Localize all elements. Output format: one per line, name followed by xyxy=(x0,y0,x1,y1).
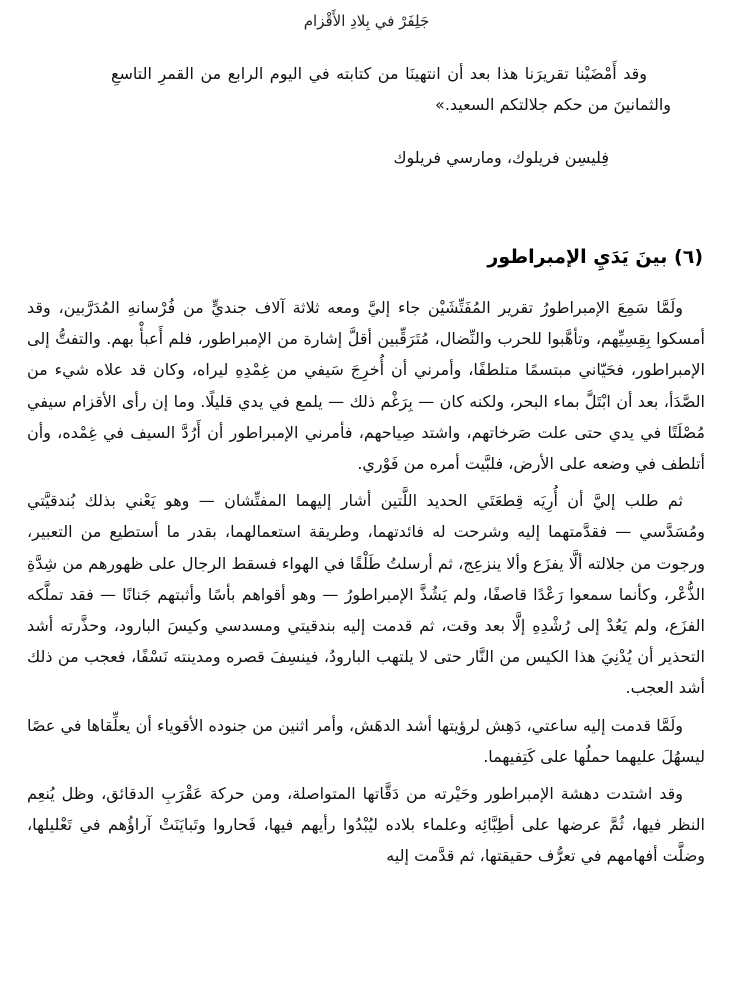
running-head: جَلِفَرْ في بِلادِ الأَقْزام xyxy=(303,12,430,30)
paragraph: ولَمَّا سَمِعَ الإمبراطورُ تقرير المُفَتِّشَيْن جاء إليَّ ومعه ثلاثة آلاف جنديٍّ من فُرْسانهِ المُدَرَّبين، وقد أمسكوا بِقِسِيِّهم، وتأهَّبوا للحرب والنِّضال، مُتَرَقِّبين أقلَّ إشارة من الإمبراطور، فلم أَعبأْ بهم. والتفتُّ إلى الإمبراطور، فحَيّاني مبتسمًا متلطفًا، وأمرني أن أُخرِجَ سَيفي من غِمْدِهِ ليراه، وكان قد علاه شيء من الصَّدَأ، بعد أن ابْتَلَّ بماء البحر، ولكنه كان — بِرَغْم ذلك — يلمع في يدي قليلًا. وما إن رأى الأقزام سيفي مُصْلَتًا في يدي حتى علت صَرخاتهم، واشتد صِياحهم، فأمرني الإمبراطور أن أَرُدَّ السيف في غِمْده، وأن أتلطف في وضعه على الأرض، فلبَّيت أمره من فَوْري. xyxy=(27,298,705,474)
chapter-title: (٦) بينَ يَدَيِ الإمبراطور xyxy=(487,246,703,268)
previous-section-text xyxy=(111,58,671,120)
paragraph: وقد اشتدت دهشة الإمبراطور وحَيْرته من دَقَّاتها المتواصلة، ومن حركة عَقْرَبِ الدقائق، وظل يُنعِم النظر فيها، ثُمَّ عرضها على أطِبَّائِه وعلماء بلاده ليُبْدُوا رأيهم فيها، فَحاروا وتَبايَنَتْ آراؤُهم في تَعْليلها، وضلَّت أفهامهم في تعرُّف حقيقتها، ثم قدَّمت إليه xyxy=(27,784,705,866)
paragraph: ولَمَّا قدمت إليه ساعتي، دَهِش لرؤيتها أشد الدهَش، وأمر اثنين من جنوده الأقوياء أن يعلِّقاها في عصًا ليسهُلَ عليهما حملُها على كَتِفيهما. xyxy=(27,715,705,766)
signature: فِليسِن فريلوك، ومارسي فريلوك xyxy=(393,148,609,167)
chapter-body xyxy=(27,292,705,878)
paragraph: ثم طلب إليَّ أن أُرِيَه قِطعَتَي الحديد اللَّتين أشار إليهما المفتِّشان — وهو يَعْني بذلك بُندقيَّتي ومُسَدَّسي — فقدَّمتهما إليه وشرحت له فائدتهما، وطريقة استعمالهما، بقدر ما أستطيع من التعبير، ورجوت من جلالته ألَّا يفزَع وألا ينزعِج، ثم أرسلتُ طَلْقًا في الهواء فسقط الرجال على ظهورهم من شِدَّةِ الذُّعْر، وكأنما سمعوا رَعْدًا قاصفًا، ولم يَشُذَّ الإمبراطورُ — وهو أقواهم بأسًا وأثبتهم جَنانًا — فقد تملَّكه الفزَع، ولم يَعُدْ إلى رُشْدِهِ إلَّا بعد وقت، ثم قدمت إليه بندقيتي ومسدسي وكيسَ البارود، وحذَّرته أشد التحذير أن يُدْنِيَ هذا الكيس من النَّار حتى لا يلتهب البارودُ، فينسِفَ قصره ومدينته نَسْفًا، فعجب من ذلك أشد العجب. xyxy=(27,491,705,698)
closing-paragraph: وقد أَمْضَيْنا تقريرَنا هذا بعد أن انتهينَا من كتابته في اليوم الرابع من القمرِ التاسعِ والثمانينَ من حكم جلالتكم السعيد.» xyxy=(111,64,671,114)
